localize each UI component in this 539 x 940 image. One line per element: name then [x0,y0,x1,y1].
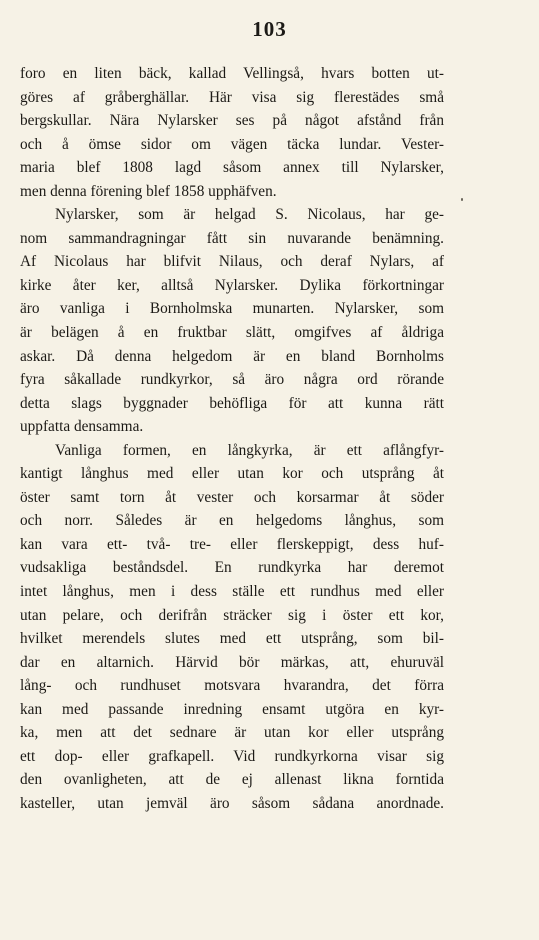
text-line: göres af gråberghällar. Här visa sig flerestädes små [20,88,444,106]
text-line: Vanliga formen, en långkyrka, är ett aflångfyr- [55,441,444,459]
text-line: utan pelare, och derifrån sträcker sig i öster ett kor, [20,606,444,624]
text-line: kirke åter ker, alltså Nylarsker. Dylika förkortningar [20,276,444,294]
text-line: ett dop- eller grafkapell. Vid rundkyrkorna visar sig [20,747,444,765]
text-line: öster samt torn åt vester och korsarmar åt söder [20,488,444,506]
text-line: intet långhus, men i dess ställe ett rundhus med eller [20,583,444,601]
text-line: maria blef 1808 lagd såsom annex till Nylarsker, [20,159,444,177]
text-line: hvilket merendels slutes med ett utsprång, som bil- [20,630,444,648]
text-line: men denna förening blef 1858 upphäfven. [20,182,277,200]
text-line: är belägen å en fruktbar slätt, omgifves af åldriga [20,324,444,342]
text-line: lång- och rundhuset motsvara hvarandra, det förra [20,677,444,695]
text-line: dar en altarnich. Härvid bör märkas, att, ehuruväl [20,653,444,671]
text-line: äro vanliga i Bornholmska munarten. Nylarsker, som [20,300,444,318]
text-line: kan med passande inredning ensamt utgöra en kyr- [20,700,444,718]
text-line: och å ömse sidor om vägen täcka lundar. Vester- [20,135,444,153]
text-line: askar. Då denna helgedom är en bland Bornholms [20,347,444,365]
body-text [20,62,444,816]
text-line: kantigt långhus med eller utan kor och utsprång åt [20,465,444,483]
text-line: fyra såkallade rundkyrkor, så äro några ord rörande [20,371,444,389]
text-line: uppfatta densamma. [20,418,144,436]
text-line: och norr. Således är en helgedoms långhus, som [20,512,444,530]
text-line: vudsakliga beståndsdel. En rundkyrka har deremot [20,559,444,577]
text-line: kan vara ett- två- tre- eller flerskeppigt, dess huf- [20,535,444,553]
text-line: Nylarsker, som är helgad S. Nicolaus, har ge- [55,206,444,224]
text-line: bergskullar. Nära Nylarsker ses på något afstånd från [20,112,444,130]
text-line: detta slags byggnader behöfliga för att kunna rätt [20,394,444,412]
text-line: foro en liten bäck, kallad Vellingså, hvars botten ut- [20,65,444,82]
text-line: den ovanligheten, att de ej allenast likna forntida [20,771,444,789]
text-line: nom sammandragningar fått sin nuvarande benämning. [20,229,444,247]
text-line: kasteller, utan jemväl äro såsom sådana anordnade. [20,794,444,812]
text-line: Af Nicolaus har blifvit Nilaus, och deraf Nylars, af [20,253,444,271]
ink-speck [461,198,463,201]
page-number: 103 [252,17,287,41]
text-line: ka, men att det sednare är utan kor eller utsprång [20,724,444,742]
